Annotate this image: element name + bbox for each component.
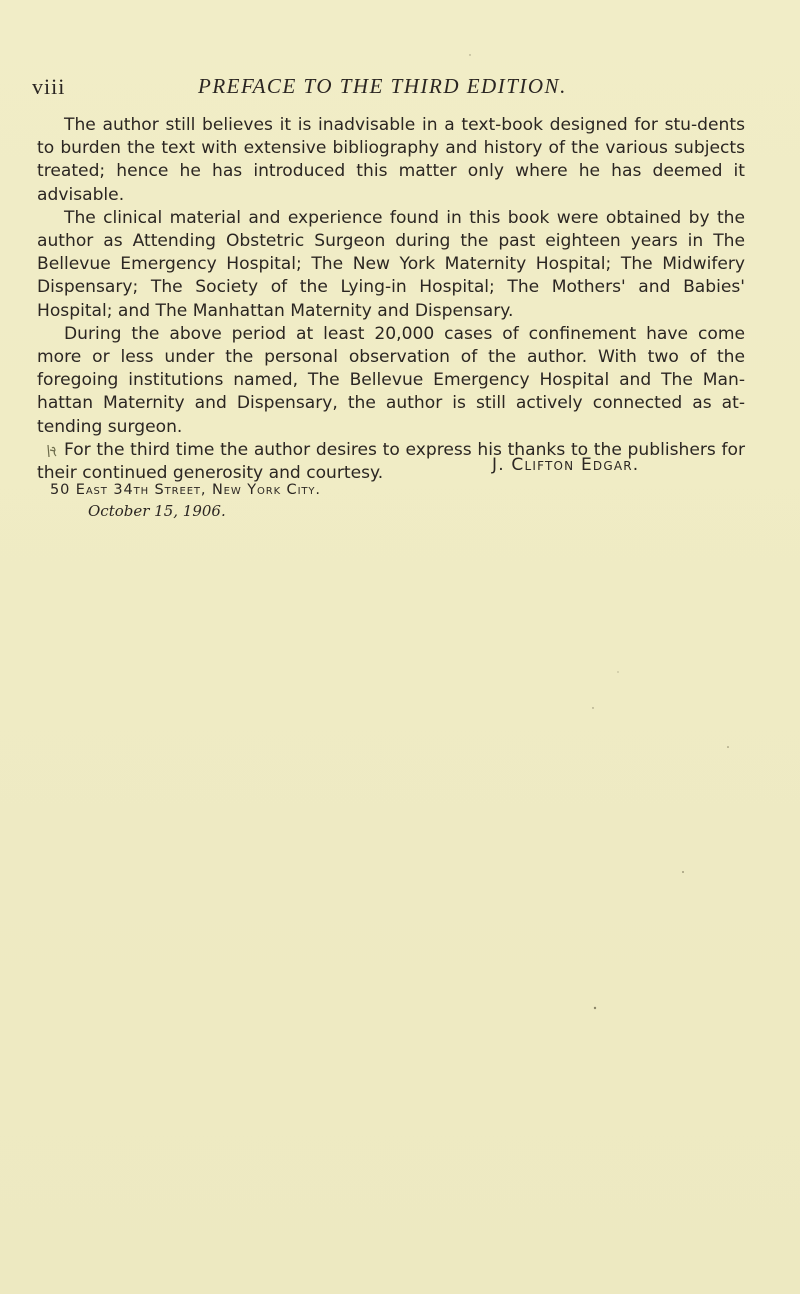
page-number: viii: [32, 74, 66, 99]
paragraph-clinical-material: The clinical material and experience found in this book were obtained by the author as Attending Obstetric Surgeon during the past eighteen years in The Bellevue Emergency Hospital; The New York Maternity Hospital; The Midwifery Dispensary; The Society of the Lying-in Hospital; The Mothers' and Babies' Hospital; and The Manhattan Maternity and Dispensary.: [37, 207, 745, 321]
paragraph-cases: During the above period at least 20,000 cases of confinement have come more or less under the personal observation of the author. With two of the foregoing institutions named, The Bellevue Emergency Hospital and The Man-hattan Maternity and Dispensary, the author is still actively connected as at-tending surgeon.: [37, 323, 745, 437]
author-address: 50 East 34th Street, New York City.: [50, 482, 321, 498]
running-title: PREFACE TO THE THIRD EDITION.: [198, 74, 567, 98]
paragraph-thanks-text: For the third time the author desires to express his thanks to the publishers for their continued generosity and courtesy.: [37, 439, 745, 484]
paragraph-bibliography: The author still believes it is inadvisable in a text-book designed for stu-dents to burden the text with extensive bibliography and history of the various subjects treated; hence he has introduced this matter only where he has deemed it advisable.: [37, 115, 745, 205]
author-signature: J. Clifton Edgar.: [492, 455, 640, 475]
preface-date: October 15, 1906.: [88, 502, 226, 520]
